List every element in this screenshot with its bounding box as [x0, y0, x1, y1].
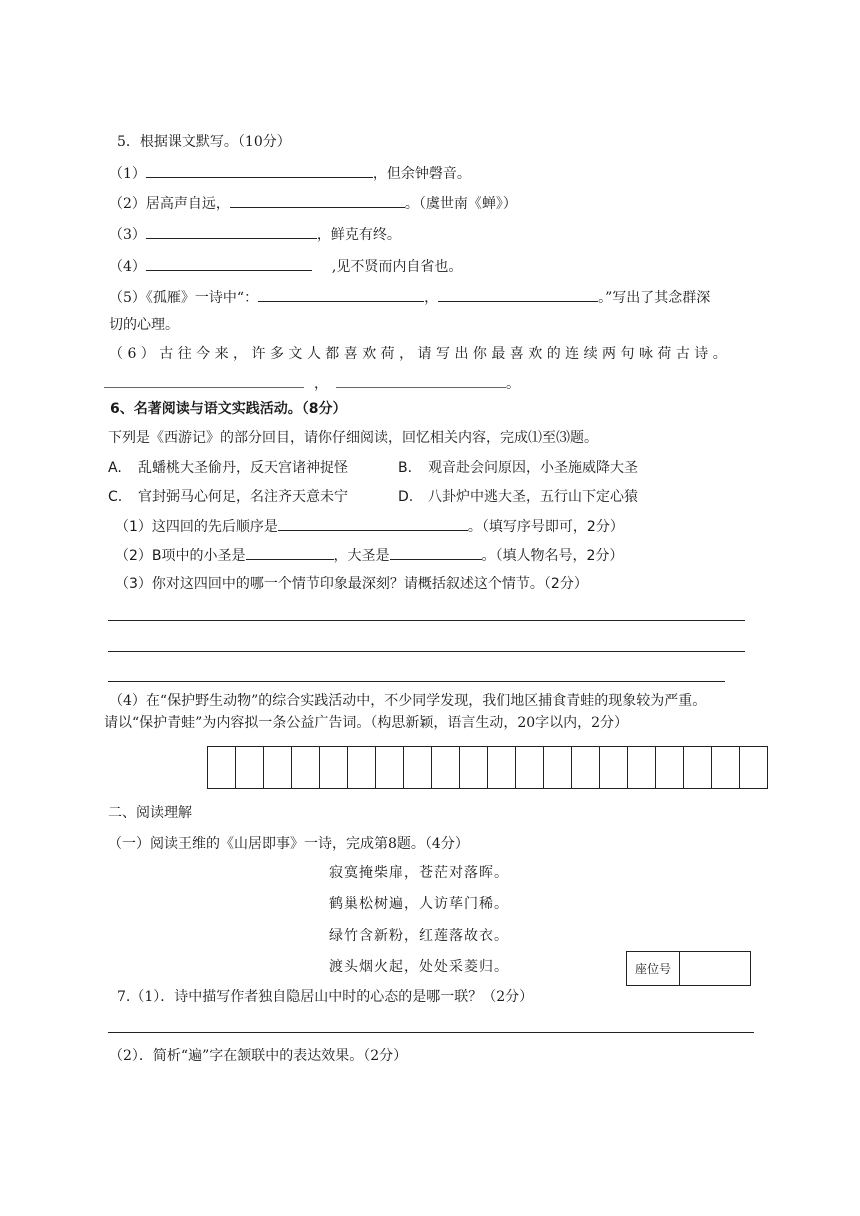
q5-l6-mid: ，: [314, 376, 328, 392]
answer-blank[interactable]: [104, 373, 304, 388]
answer-blank[interactable]: [246, 545, 334, 560]
answer-blank[interactable]: [278, 516, 468, 531]
grid-cell[interactable]: [432, 747, 460, 788]
grid-cell[interactable]: [348, 747, 376, 788]
seat-number-box: [626, 951, 751, 986]
q6-sub-3: （3）你对这四回中的哪一个情节印象最深刻？请概括叙述这个情节。（2分）: [115, 576, 588, 592]
q5-l2-tail: 。（虞世南《蝉》）: [404, 196, 517, 212]
q5-l4-num: （4）: [109, 259, 146, 275]
answer-blank[interactable]: [258, 287, 424, 302]
q5-line-5: [109, 287, 710, 308]
answer-blank[interactable]: [230, 193, 405, 208]
grid-cell[interactable]: [572, 747, 600, 788]
option-key: C.: [108, 489, 123, 505]
q6-option-a: [108, 458, 348, 478]
q6-sub-4-line1: （4）在“保护野生动物”的综合实践活动中，不少同学发现，我们地区捕食青蛙的现象较为严重。: [109, 693, 707, 709]
answer-line[interactable]: [108, 1032, 754, 1033]
q5-line-6-blanks: [104, 373, 520, 394]
q5-title: 5．根据课文默写。（10分）: [117, 134, 291, 150]
seat-number-label: 座位号: [627, 952, 680, 985]
grid-cell[interactable]: [600, 747, 628, 788]
part2-title: 二、阅读理解: [108, 805, 192, 821]
grid-cell[interactable]: [628, 747, 656, 788]
q5-l4-tail: ,见不贤而内自省也。: [331, 259, 463, 275]
grid-cell[interactable]: [740, 747, 767, 788]
option-text: 观音赴会问原因，小圣施威降大圣: [428, 460, 638, 476]
q6-option-d: [398, 487, 638, 507]
q6-option-c: [108, 487, 348, 507]
q5-l5-tail: 。”写出了其念群深: [598, 290, 711, 306]
q5-l6: （ 6 ） 古 往 今 来 ， 许 多 文 人 都 喜 欢 荷 ， 请 写 出 你 最 喜 欢 的 连 续 两 句 咏 荷 古 诗 。: [109, 346, 727, 362]
grid-cell[interactable]: [208, 747, 236, 788]
q5-l1-num: （1）: [109, 166, 146, 182]
q6-title: 6、名著阅读与语文实践活动。（8分）: [110, 401, 347, 417]
q5-l5-cont: 切的心理。: [109, 317, 179, 333]
grid-cell[interactable]: [460, 747, 488, 788]
grid-cell[interactable]: [376, 747, 404, 788]
grid-cell[interactable]: [544, 747, 572, 788]
q6-sub-4-line2: 请以“保护青蛙”为内容拟一条公益广告词。（构思新颖，语言生动，20字以内，2分）: [104, 715, 629, 731]
answer-blank[interactable]: [146, 163, 373, 178]
q6-intro: 下列是《西游记》的部分回目，请你仔细阅读，回忆相关内容，完成⑴至⑶题。: [108, 430, 598, 446]
option-key: B.: [398, 460, 413, 476]
option-key: A.: [108, 460, 122, 476]
q5-l2-head: （2）居高声自远，: [109, 196, 230, 212]
grid-cell[interactable]: [404, 747, 432, 788]
q5-line-1: [109, 163, 471, 184]
option-text: 乱蟠桃大圣偷丹，反天宫诸神捉怪: [138, 460, 348, 476]
answer-blank[interactable]: [390, 545, 482, 560]
grid-cell[interactable]: [656, 747, 684, 788]
grid-cell[interactable]: [712, 747, 740, 788]
q5-l5-mid: ，: [424, 290, 439, 306]
q5-line-3: [109, 224, 401, 245]
option-text: 官封弼马心何足，名注齐天意未宁: [138, 489, 348, 505]
option-text: 八卦炉中逃大圣，五行山下定心猿: [428, 489, 638, 505]
poem-line-1: 寂寞掩柴扉，苍茫对落晖。: [329, 865, 509, 881]
answer-line[interactable]: [108, 620, 745, 621]
grid-cell[interactable]: [684, 747, 712, 788]
grid-cell[interactable]: [488, 747, 516, 788]
grid-cell[interactable]: [264, 747, 292, 788]
q5-l6-end: 。: [506, 376, 520, 392]
q7-sub-1: 7.（1）．诗中描写作者独自隐居山中时的心态的是哪一联？（2分）: [117, 989, 534, 1005]
poem-line-3: 绿竹含新粉，红莲落故衣。: [329, 928, 509, 944]
answer-blank[interactable]: [146, 256, 312, 271]
q5-l5-head: （5）《孤雁》一诗中“：: [109, 290, 259, 306]
q6-s1-tail: 。（填写序号即可，2分）: [467, 519, 624, 535]
q5-line-2: [109, 193, 517, 214]
answer-blank[interactable]: [336, 373, 506, 388]
grid-cell[interactable]: [292, 747, 320, 788]
seat-number-field[interactable]: [680, 952, 750, 985]
answer-blank[interactable]: [146, 224, 317, 239]
q5-l3-num: （3）: [109, 227, 146, 243]
option-key: D.: [398, 489, 414, 505]
q6-option-b: [398, 458, 638, 478]
q5-l1-tail: ，但余钟磬音。: [372, 166, 471, 182]
part2-subtitle: （一）阅读王维的《山居即事》一诗，完成第8题。（4分）: [108, 836, 469, 852]
q6-sub-2: [115, 545, 623, 566]
grid-cell[interactable]: [516, 747, 544, 788]
answer-blank[interactable]: [438, 287, 598, 302]
answer-grid: [207, 746, 768, 789]
poem-line-4: 渡头烟火起，处处采菱归。: [329, 959, 509, 975]
q7-sub-2: （2）．简析“遍”字在颔联中的表达效果。（2分）: [109, 1048, 408, 1064]
poem-line-2: 鹤巢松树遍，人访荜门稀。: [329, 896, 509, 912]
grid-cell[interactable]: [320, 747, 348, 788]
q6-sub-1: [115, 516, 624, 537]
q6-s2-head: （2）B项中的小圣是: [115, 548, 246, 564]
answer-line[interactable]: [108, 681, 725, 682]
q5-line-4: [109, 256, 462, 277]
q5-l3-tail: ，鲜克有终。: [316, 227, 401, 243]
grid-cell[interactable]: [236, 747, 264, 788]
answer-line[interactable]: [108, 651, 745, 652]
q6-s1-head: （1）这四回的先后顺序是: [115, 519, 278, 535]
q6-s2-tail: 。（填人物名号，2分）: [481, 548, 624, 564]
q6-s2-mid: ，大圣是: [333, 548, 390, 564]
